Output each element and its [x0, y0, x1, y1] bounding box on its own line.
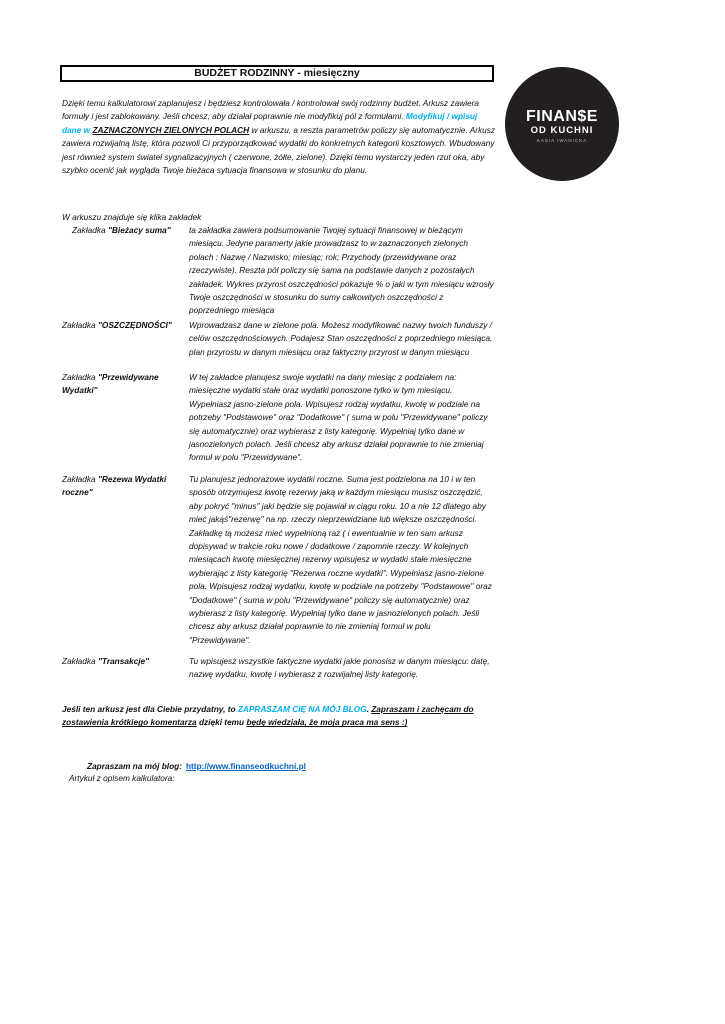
tab-name: "OSZCZĘDNOŚCI": [97, 320, 172, 330]
tab-prefix: Zakładka: [62, 656, 96, 666]
intro-highlight: Modyfikuj / wpisuj dane w: [62, 111, 478, 135]
tabs-intro: W arkuszu znajduje się klika zakładek: [62, 212, 202, 222]
intro-green-fields: ZAZNACZONYCH ZIELONYCH POLACH: [92, 124, 250, 135]
logo: [505, 67, 619, 181]
tab-label: [62, 655, 184, 668]
tab-label: [62, 319, 184, 332]
closing-lead: Jeśli ten arkusz jest dla Ciebie przydatny, to: [62, 704, 238, 714]
tab-description: Wprowadzasz dane w zielone pola. Możesz modyfikować nazwy twoich funduszy / celów oszczędnościowych. Podajesz Stan oszczędności z poprzedniego miesiąca, plan przyrostu w danym miesiącu oraz faktyczny przyrost w danym miesiącu: [189, 320, 493, 357]
tab-prefix: Zakładka: [62, 320, 96, 330]
closing-mid: dzięki temu: [196, 717, 247, 728]
tab-name: "Bieżacy suma": [107, 225, 171, 235]
tab-label: [62, 224, 194, 237]
closing-paragraph: [62, 703, 502, 730]
tab-prefix: Zakładka: [62, 474, 96, 484]
intro-paragraph: [62, 97, 496, 177]
blog-label: Zapraszam na mój blog:: [87, 761, 182, 771]
tab-name: "Rezewa Wydatki roczne": [62, 474, 167, 498]
tab-description: W tej zakładce planujesz swoje wydatki na dany miesiąc z podziałem na: miesięczne wydatki stałe oraz wydatki ponoszone tylko w tym miesiącu. Wypełniasz jasno-zielone pola. Wpisujesz rodzaj wydatku, kwotę w podziale na potrzeby "Podstawowe" oraz "Dodatkowe" ( suma w polu "Przewidywane" policzy się automatycznie) oraz wybierasz z listy kategorię. Wypełniaj tylko dane w jasnozielonych polach. Jeśli chcesz aby arkusz działał poprawnie to nie zmieniaj formuł w polu "Przewidywane".: [189, 372, 488, 463]
tab-label: [62, 371, 184, 398]
article-label: Artykuł z opisem kalkulatora:: [69, 773, 175, 783]
blog-line: [87, 760, 306, 772]
tab-label: [62, 473, 184, 500]
tab-description: ta zakładka zawiera podsumowanie Twojej sytuacji finansowej w bieżącym miesiącu. Jedyne paramerty jakie prowadzasz to w zaznaczonych zielonych polach : Nazwę / Nazwisko; miesiąc; rok; Przychody (przewidywane oraz rzeczywiste). Reszta pól policzy się sama na podstawie danych z pozostałych zakładek. Wykres przyrost oszczędności pokazuje % o jaki w tym miesiącu wzrosły Twoje oszczędności w stosunku do sumy całkowitych oszczędności z poprzedniego miesiąca: [189, 225, 494, 316]
tab-description: Tu wpisujesz wszystkie faktyczne wydatki jakie ponosisz w danym miesiącu: datę, nazwę wydatku, kwotę i wybierasz z rozwijalnej listy kategorię.: [189, 656, 490, 680]
tab-prefix: Zakładka: [62, 372, 96, 382]
closing-end: będę wiedziała, że moja praca ma sens :): [246, 717, 408, 728]
tab-description: Tu planujesz jednorazowe wydatki roczne. Suma jest podzielona na 10 i w ten sposób otrzymujesz kwotę rezerwy jaką w każdym miesiącu musisz oszczędzić, aby pokryć "minus" jaki będzie się pojawiał w ciągu roku. 10 a nie 12 dlatego aby mieć jakąś"rezerwę" na np. rzeczy nieprzewidziane lub większe oszczędności. Zakładkę tą możesz mieć wypełnioną raz ( i ewentualnie w ten sam arkusz dopisywać w trakcie roku nowe / dodatkowe / zapomnie rzeczy. W kolejnych miesiącach kwotę miesięcznej rezerwy wpisujesz w wydatki stałe miesięczne wybierając z listy kategorię "Rezerwa roczne wydatki". Wypełniasz jasno-zielone pola. Wpisujesz rodzaj wydatku, kwotę w podziale na potrzeby "Podstawowe" oraz "Dodatkowe" ( suma w polu "Przewidywane" policzy się automatycznie) oraz wybierasz z listy kategorię. Wypełniaj tylko dane w jasnozielonych polach. Jeśli chcesz aby arkusz działał poprawnie to nie zmieniaj formuł w polu "Przewidywane".: [189, 474, 492, 645]
page-title: BUDŻET RODZINNY - miesięczny: [60, 65, 494, 82]
logo-line2: OD KUCHNI: [530, 125, 594, 136]
blog-invite-link[interactable]: ZAPRASZAM CIĘ NA MÓJ BLOG: [237, 704, 367, 714]
tab-name: "Transakcje": [97, 656, 150, 666]
logo-line3: KASIA IWANICKA: [536, 138, 588, 143]
tab-prefix: Zakładka: [72, 225, 106, 235]
intro-text-1: Dzięki temu kalkulatorowi zaplanujesz i będziesz kontrolowała / kontrolował swój rodzinny budżet. Arkusz zawiera formuły i jest zablokowany. Jeśli chcesz, aby działał poprawnie nie modyfikuj pól z formułami.: [62, 98, 480, 122]
intro-text-2: w arkuszu, a reszta parametrów policzy się automatycznie. Arkusz zawiera rozwijalną listę, która pozwoli Ci przyporządkować wydatki do konkretnych kategorii kosztowych. Wbudowany jest również system świateł sygnalizacyjnych ( czerwone, żółte, zielone). Dzięki temu wystarczy jeden rzut oka, aby szybko ocenić jak wygląda Twoje bieżaca sytuacja finansowa w stosunku do planu.: [62, 124, 496, 176]
blog-url-link[interactable]: http://www.finanseodkuchni.pl: [185, 761, 306, 771]
comment-invite: Zapraszam i zachęcam do zostawienia krótkiego komentarza: [62, 704, 474, 728]
tab-name: "Przewidywane Wydatki": [62, 372, 159, 396]
logo-line1: FINAN$E: [526, 108, 598, 125]
closing-dot: .: [366, 704, 372, 714]
